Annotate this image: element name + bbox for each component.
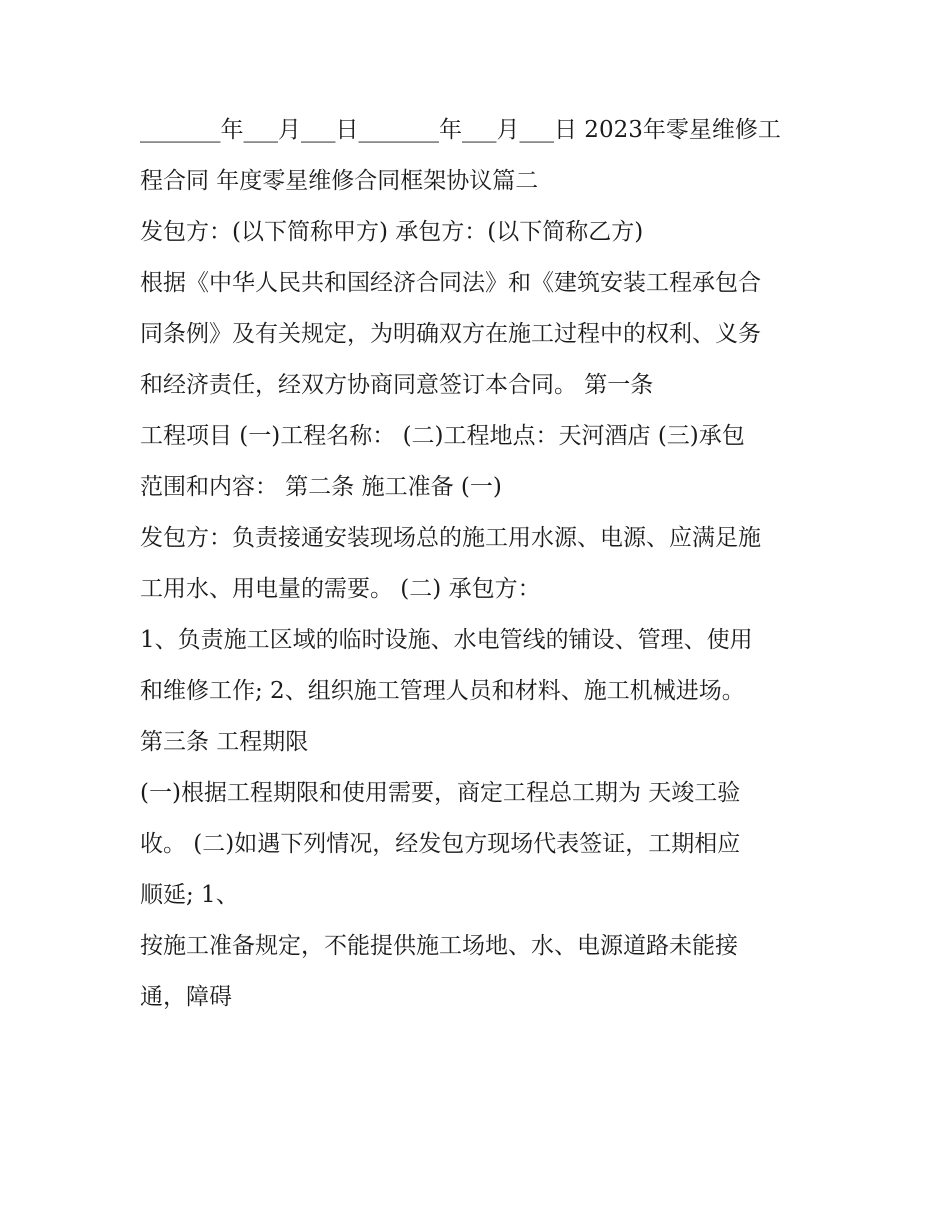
text-line-5: 同条例》及有关规定，为明确双方在施工过程中的权利、义务 (140, 321, 761, 347)
text-line-15: 收。 (二)如遇下列情况，经发包方现场代表签证，工期相应 (140, 831, 741, 857)
text-line-18: 通，障碍 (140, 984, 232, 1010)
text-line-17: 按施工准备规定，不能提供施工场地、水、电源道路未能接 (140, 933, 738, 959)
text-line-1: _______年___月___日_______年___月___日 2023年零星维修工 (140, 117, 781, 143)
text-line-2: 程合同 年度零星维修合同框架协议篇二 (140, 168, 539, 194)
text-line-3: 发包方：(以下简称甲方) 承包方：(以下简称乙方) (140, 219, 644, 245)
text-line-4: 根据《中华人民共和国经济合同法》和《建筑安装工程承包合 (140, 270, 761, 296)
text-line-14: (一)根据工程期限和使用需要，商定工程总工期为 天竣工验 (140, 780, 741, 806)
text-line-6: 和经济责任，经双方协商同意签订本合同。 第一条 (140, 372, 654, 398)
text-line-13: 第三条 工程期限 (140, 729, 309, 755)
text-line-10: 工用水、用电量的需要。 (二) 承包方： (140, 576, 541, 602)
text-line-12: 和维修工作; 2、组织施工管理人员和材料、施工机械进场。 (140, 678, 745, 704)
text-line-8: 范围和内容： 第二条 施工准备 (一) (140, 474, 502, 500)
text-line-7: 工程项目 (一)工程名称： (二)工程地点：天河酒店 (三)承包 (140, 423, 745, 449)
text-line-16: 顺延; 1、 (140, 882, 239, 908)
text-line-11: 1、负责施工区域的临时设施、水电管线的铺设、管理、使用 (140, 627, 753, 653)
contract-text (140, 108, 830, 1026)
text-line-9: 发包方：负责接通安装现场总的施工用水源、电源、应满足施 (140, 525, 761, 551)
